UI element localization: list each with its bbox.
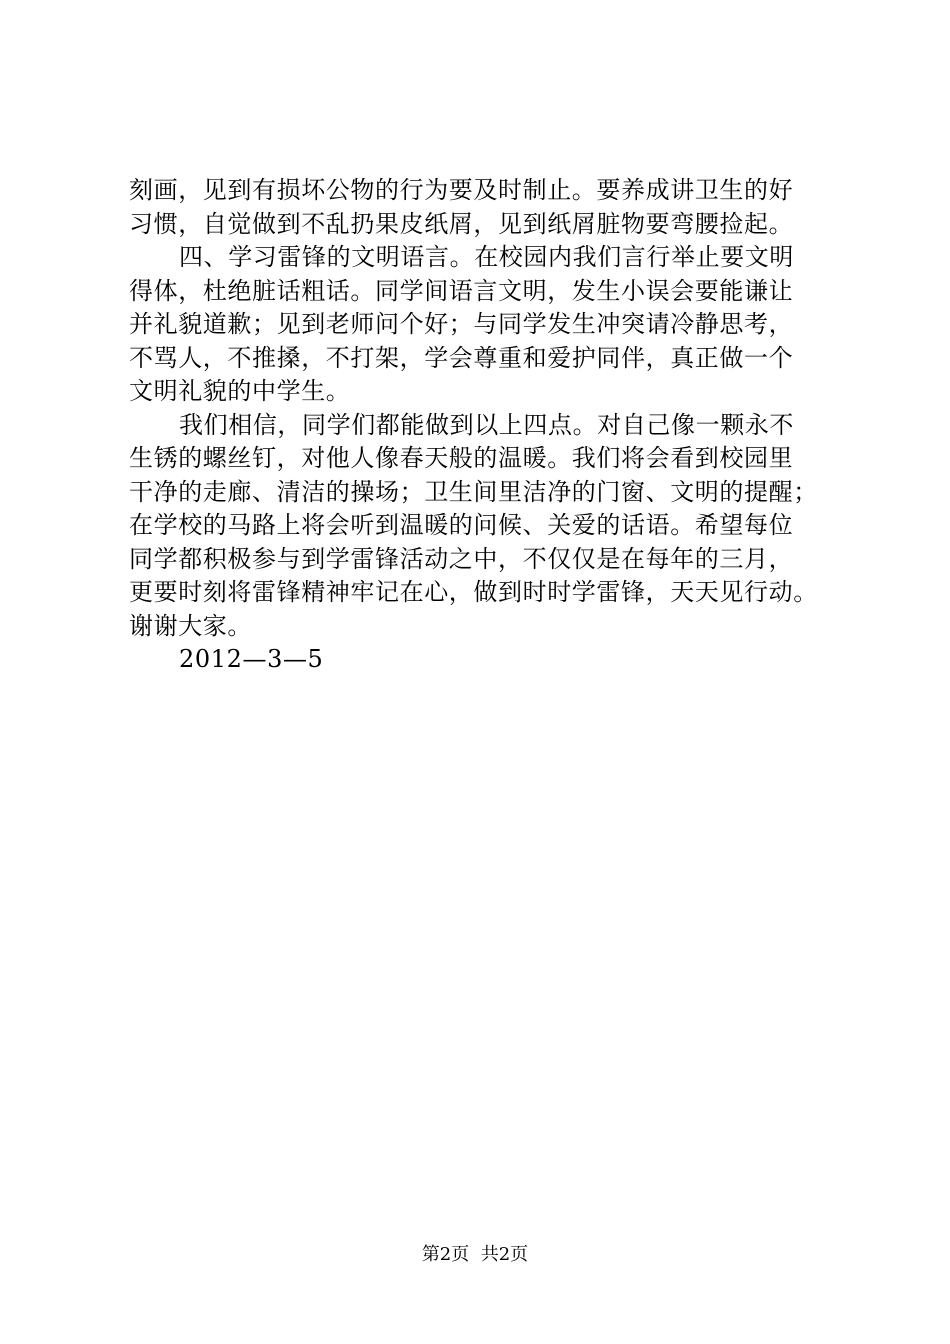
text-line: 生锈的螺丝钉，对他人像春天般的温暖。我们将会看到校园里 — [129, 444, 794, 472]
body-text — [129, 174, 849, 677]
text-line: 刻画，见到有损坏公物的行为要及时制止。要养成讲卫生的好 — [129, 176, 794, 204]
paragraph-start-line: 我们相信，同学们都能做到以上四点。对自己像一颗永不 — [179, 410, 794, 439]
text-line: 干净的走廊、清洁的操场；卫生间里洁净的门窗、文明的提醒； — [129, 477, 818, 506]
document-date: 2012—3—5 — [179, 645, 324, 673]
text-line: 谢谢大家。 — [129, 611, 252, 640]
text-line: 文明礼貌的中学生。 — [129, 377, 351, 405]
paragraph-start-line: 四、学习雷锋的文明语言。在校园内我们言行举止要文明 — [179, 243, 794, 271]
text-line: 习惯，自觉做到不乱扔果皮纸屑，见到纸屑脏物要弯腰捡起。 — [129, 209, 794, 238]
text-line: 更要时刻将雷锋精神牢记在心，做到时时学雷锋，天天见行动。 — [129, 578, 818, 606]
page-footer — [0, 1243, 950, 1267]
text-line: 不骂人，不推搡，不打架，学会尊重和爱护同伴，真正做一个 — [129, 343, 794, 372]
text-line: 并礼貌道歉；见到老师问个好；与同学发生冲突请冷静思考， — [129, 310, 794, 338]
text-line: 同学都积极参与到学雷锋活动之中，不仅仅是在每年的三月， — [129, 544, 794, 573]
text-line: 在学校的马路上将会听到温暖的问候、关爱的话语。希望每位 — [129, 511, 794, 539]
page-number: 第2页 共2页 — [421, 1244, 529, 1265]
text-line: 得体，杜绝脏话粗话。同学间语言文明，发生小误会要能谦让 — [129, 276, 794, 305]
